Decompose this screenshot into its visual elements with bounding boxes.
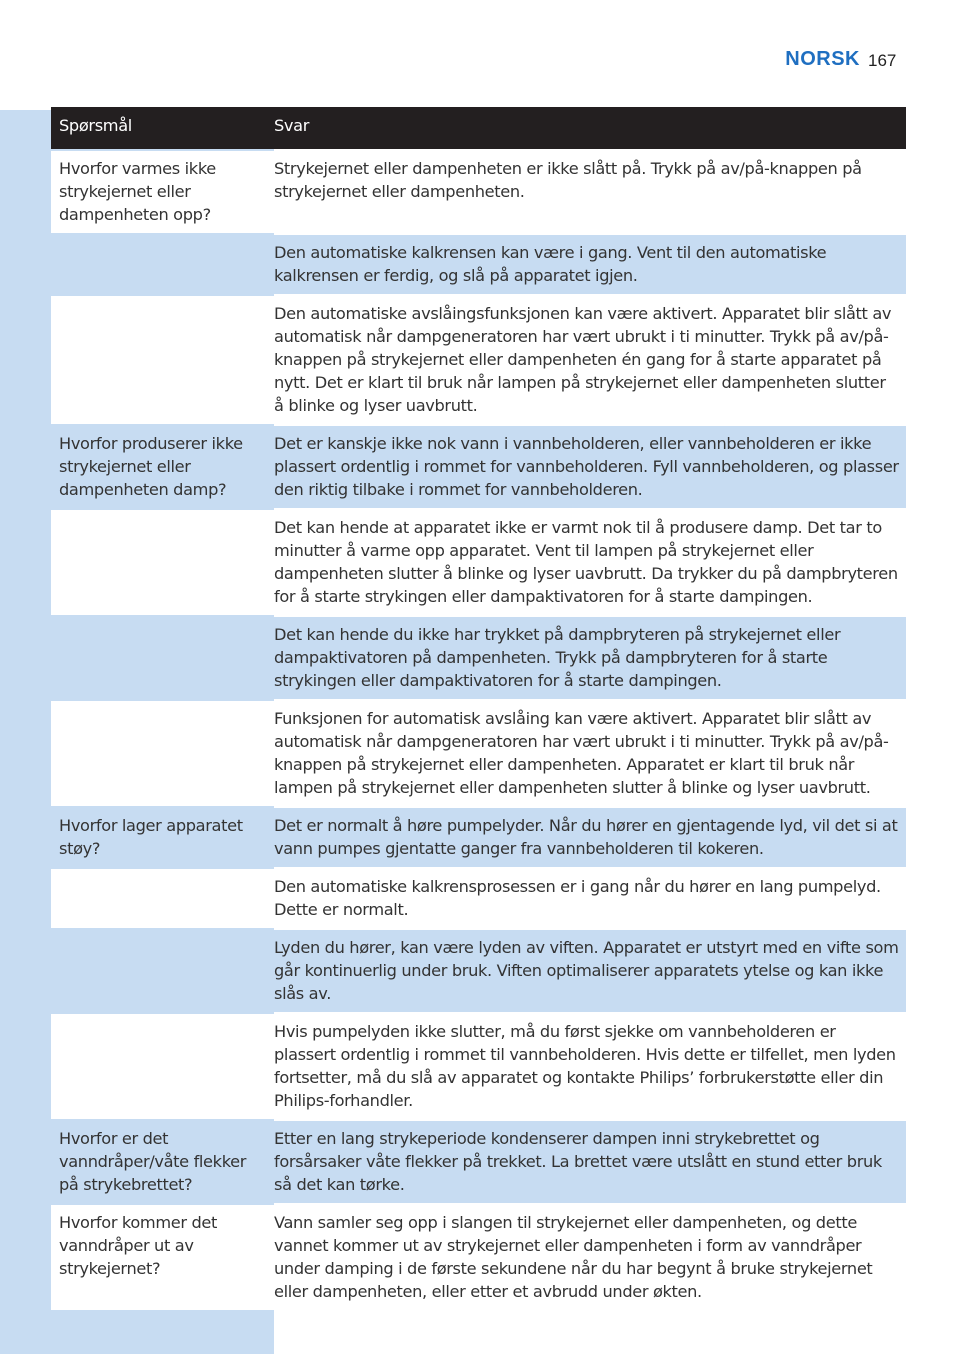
table-row <box>51 510 906 615</box>
answer-cell: Funksjonen for automatisk avslåing kan være aktivert. Apparatet blir slått av automatisk når dampgeneratoren har vært ubrukt i ti minutter. Trykk på av/på-knappen på strykejernet eller dampenheten. Apparatet er klart til bruk når lampen på strykejernet eller dampenheten slutter å blinke og lyser uavbrutt. <box>265 701 906 806</box>
answer-cell: Det er normalt å høre pumpelyder. Når du hører en gjentagende lyd, vil det si at vann pumpes gjentatte ganger fra vannbeholderen til kokeren. <box>265 808 906 867</box>
answer-cell: Den automatiske kalkrensprosessen er i gang når du hører en lang pumpelyd. Dette er normalt. <box>265 869 906 928</box>
table-row <box>51 1205 906 1310</box>
answer-cell: Lyden du hører, kan være lyden av viften. Apparatet er utstyrt med en vifte som går kontinuerlig under bruk. Viften optimaliserer apparatets ytelse og kan ikke slås av. <box>265 930 906 1012</box>
table-row <box>51 701 906 806</box>
question-cell <box>51 296 265 424</box>
section-language-label: NORSK <box>785 48 860 70</box>
question-cell: Hvorfor produserer ikke strykejernet eller dampenheten damp? <box>51 426 265 508</box>
answer-cell: Den automatiske avslåingsfunksjonen kan være aktivert. Apparatet blir slått av automatisk når dampgeneratoren har vært ubrukt i ti minutter. Trykk på av/på-knappen på strykejernet eller dampenheten én gang for å starte apparatet på nytt. Det er klart til bruk når lampen på strykejernet eller dampenheten slutter å blinke og lyser uavbrutt. <box>265 296 906 424</box>
answer-cell: Det kan hende du ikke har trykket på dampbryteren på strykejernet eller dampaktivatoren på dampenheten. Trykk på dampbryteren for å starte strykingen eller dampaktivatoren for å starte dampingen. <box>265 617 906 699</box>
answer-cell: Det kan hende at apparatet ikke er varmt nok til å produsere damp. Det tar to minutter å varme opp apparatet. Vent til lampen på strykejernet eller dampenheten slutter å blinke og lyser uavbrutt. Da trykker du på dampbryteren for å starte strykingen eller dampaktivatoren for å starte dampingen. <box>265 510 906 615</box>
table-row <box>51 617 906 699</box>
table-row <box>51 1121 906 1203</box>
question-cell <box>51 510 265 615</box>
question-cell <box>51 869 265 928</box>
question-cell <box>51 930 265 1012</box>
table-row <box>51 808 906 867</box>
column-header-question: Spørsmål <box>51 107 265 149</box>
table-row <box>51 426 906 508</box>
table-row <box>51 930 906 1012</box>
question-cell: Hvorfor lager apparatet støy? <box>51 808 265 867</box>
table-header-row <box>51 107 906 149</box>
question-cell <box>51 617 265 699</box>
answer-cell: Hvis pumpelyden ikke slutter, må du først sjekke om vannbeholderen er plassert ordentlig i rommet til vannbeholderen. Hvis dette er tilfellet, men lyden fortsetter, må du slå av apparatet og kontakte Philips’ forbrukerstøtte eller din Philips-forhandler. <box>265 1014 906 1119</box>
answer-cell: Etter en lang strykeperiode kondenserer dampen inni strykebrettet og forsårsaker våte flekker på trekket. La brettet være utslått en stund etter bruk så det kan tørke. <box>265 1121 906 1203</box>
question-cell <box>51 701 265 806</box>
question-cell <box>51 235 265 294</box>
answer-cell: Vann samler seg opp i slangen til strykejernet eller dampenheten, og dette vannet kommer ut av strykejernet eller dampenheten i form av vanndråper under damping i de første sekundene når du har begynt å bruke strykejernet eller dampenheten, eller etter et avbrudd under økten. <box>265 1205 906 1310</box>
answer-cell: Strykejernet eller dampenheten er ikke slått på. Trykk på av/på-knappen på strykejernet eller dampenheten. <box>265 151 906 233</box>
answer-cell: Den automatiske kalkrensen kan være i gang. Vent til den automatiske kalkrensen er ferdig, og slå på apparatet igjen. <box>265 235 906 294</box>
table-row <box>51 151 906 233</box>
answer-cell: Det er kanskje ikke nok vann i vannbeholderen, eller vannbeholderen er ikke plassert ordentlig i rommet for vannbeholderen. Fyll vannbeholderen, og plasser den riktig tilbake i rommet for vannbeholderen. <box>265 426 906 508</box>
question-cell: Hvorfor varmes ikke strykejernet eller dampenheten opp? <box>51 151 265 233</box>
faq-table <box>51 105 906 1312</box>
table-row <box>51 1014 906 1119</box>
table-row <box>51 235 906 294</box>
table-row <box>51 869 906 928</box>
question-cell: Hvorfor kommer det vanndråper ut av strykejernet? <box>51 1205 265 1310</box>
page-number: 167 <box>868 51 897 70</box>
question-cell: Hvorfor er det vanndråper/våte flekker på strykebrettet? <box>51 1121 265 1203</box>
table-row <box>51 296 906 424</box>
column-header-answer: Svar <box>265 107 906 149</box>
question-cell <box>51 1014 265 1119</box>
